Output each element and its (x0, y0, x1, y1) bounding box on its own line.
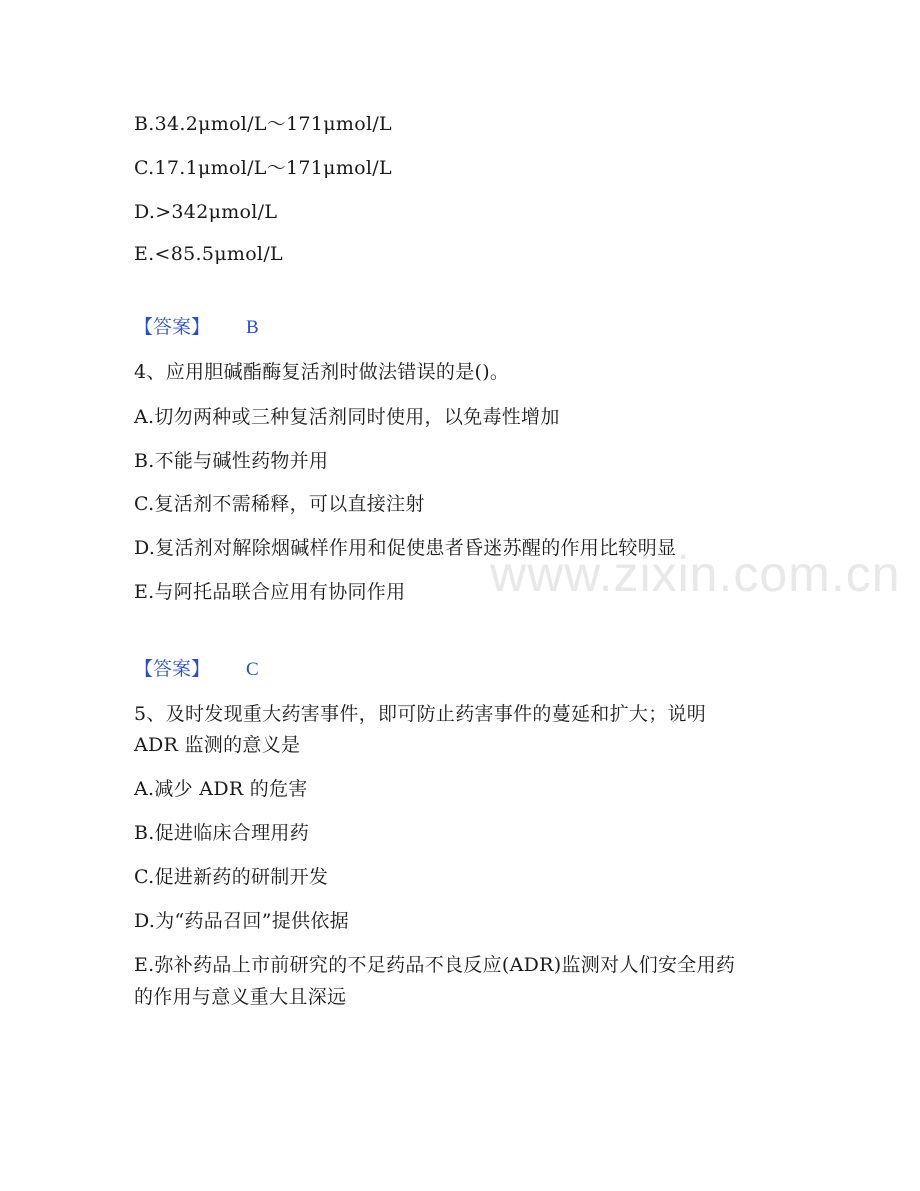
q4-option-b: B.不能与碱性药物并用 (134, 450, 329, 472)
q4-option-a: A.切勿两种或三种复活剂同时使用，以免毒性增加 (134, 406, 560, 428)
q5-question-line-1: 5、及时发现重大药害事件，即可防止药害事件的蔓延和扩大；说明 (134, 703, 707, 725)
q3-option-e: E.<85.5μmol/L (134, 243, 283, 265)
q5-question-line-2: ADR 监测的意义是 (134, 734, 301, 756)
q5-option-e-line-1: E.弥补药品上市前研究的不足药品不良反应(ADR)监测对人们安全用药 (134, 954, 736, 976)
q4-answer-value: C (246, 659, 259, 680)
q3-answer-value: B (246, 317, 259, 338)
q3-option-d: D.>342μmol/L (134, 201, 278, 223)
q4-answer (134, 657, 259, 682)
q3-answer (134, 315, 259, 340)
q4-option-c: C.复活剂不需稀释，可以直接注射 (134, 493, 425, 515)
q4-option-e: E.与阿托品联合应用有协同作用 (134, 581, 406, 603)
q4-answer-label: 【答案】 (134, 658, 211, 680)
q3-option-c: C.17.1μmol/L～171μmol/L (134, 157, 392, 179)
q3-answer-label: 【答案】 (134, 316, 211, 338)
q4-option-d: D.复活剂对解除烟碱样作用和促使患者昏迷苏醒的作用比较明显 (134, 537, 677, 559)
q4-question: 4、应用胆碱酯酶复活剂时做法错误的是()。 (134, 361, 510, 383)
q3-option-b: B.34.2μmol/L～171μmol/L (134, 113, 392, 135)
q5-option-d: D.为“药品召回”提供依据 (134, 910, 349, 932)
q5-option-e-line-2: 的作用与意义重大且深远 (134, 986, 347, 1008)
watermark: www.zixin.com.cn (490, 546, 901, 602)
q5-option-c: C.促进新药的研制开发 (134, 866, 329, 888)
q5-option-b: B.促进临床合理用药 (134, 822, 310, 844)
q5-option-a: A.减少 ADR 的危害 (134, 778, 308, 800)
